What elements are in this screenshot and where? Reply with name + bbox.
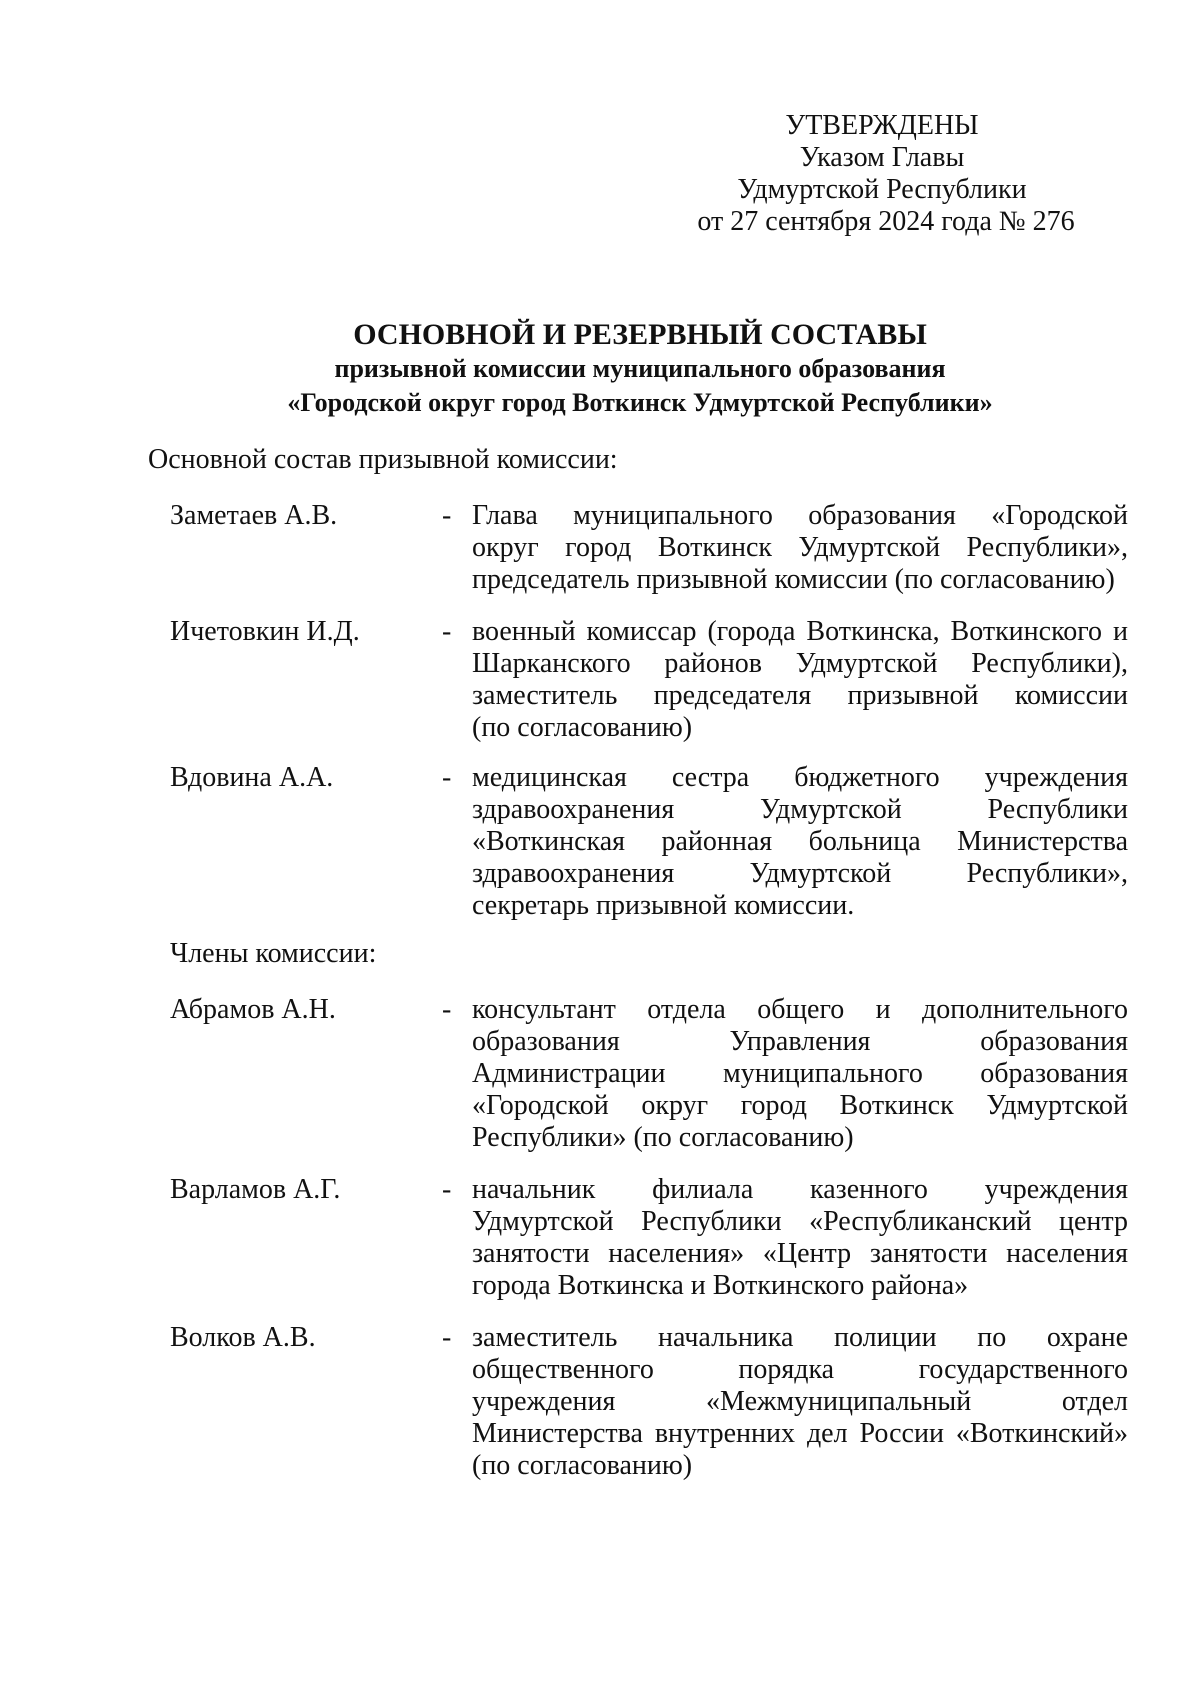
member-entry — [170, 762, 1128, 922]
member-name: Абрамов А.Н. — [170, 994, 336, 1025]
position-line: занятости населения» «Центр занятости населения — [472, 1238, 1128, 1269]
member-name: Вдовина А.А. — [170, 762, 334, 793]
member-position — [472, 762, 1128, 922]
member-entry — [170, 500, 1128, 596]
position-line: Удмуртской Республики «Республиканский центр — [472, 1206, 1128, 1237]
member-dash: - — [442, 762, 452, 793]
approval-line-decree: Указом Главы — [799, 142, 965, 173]
position-line: «Воткинская районная больница Министерства — [472, 826, 1128, 857]
member-position — [472, 994, 1128, 1154]
position-line: (по согласованию) — [472, 1450, 693, 1481]
position-line: заместитель председателя призывной комиссии — [472, 680, 1128, 711]
position-line: Республики» (по согласованию) — [472, 1122, 854, 1153]
member-dash: - — [442, 616, 452, 647]
member-entry — [170, 1174, 1128, 1302]
approval-stamp — [652, 110, 1112, 238]
position-line: города Воткинска и Воткинского района» — [472, 1270, 969, 1301]
member-entry — [170, 1322, 1128, 1482]
title-main: ОСНОВНОЙ И РЕЗЕРВНЫЙ СОСТАВЫ — [353, 318, 927, 351]
member-dash: - — [442, 994, 452, 1025]
member-name: Волков А.В. — [170, 1322, 316, 1353]
position-line: заместитель начальника полиции по охране — [472, 1322, 1128, 1353]
member-position — [472, 1322, 1128, 1482]
member-name: Ичетовкин И.Д. — [170, 616, 360, 647]
approval-line-approved: УТВЕРЖДЕНЫ — [785, 110, 979, 141]
position-line: военный комиссар (города Воткинска, Воткинского и — [472, 616, 1128, 647]
member-dash: - — [442, 1174, 452, 1205]
position-line: Администрации муниципального образования — [472, 1058, 1128, 1089]
main-composition-heading: Основной состав призывной комиссии: — [148, 444, 618, 475]
position-line: Шарканского районов Удмуртской Республики), — [472, 648, 1128, 679]
position-line: здравоохранения Удмуртской Республики — [472, 794, 1128, 825]
members-heading: Члены комиссии: — [170, 938, 377, 969]
member-name: Варламов А.Г. — [170, 1174, 341, 1205]
member-name: Заметаев А.В. — [170, 500, 338, 531]
position-line: (по согласованию) — [472, 712, 693, 743]
position-line: «Городской округ город Воткинск Удмуртской — [472, 1090, 1128, 1121]
position-line: образования Управления образования — [472, 1026, 1128, 1057]
position-line: Министерства внутренних дел России «Воткинский» — [472, 1418, 1128, 1449]
member-entry — [170, 994, 1128, 1154]
position-line: консультант отдела общего и дополнительного — [472, 994, 1128, 1025]
member-position — [472, 1174, 1128, 1302]
position-line: председатель призывной комиссии (по согласованию) — [472, 564, 1115, 595]
position-line: округ город Воткинск Удмуртской Республики», — [472, 532, 1128, 563]
title-sub-1: призывной комиссии муниципального образования — [334, 354, 946, 383]
title-sub-2: «Городской округ город Воткинск Удмуртской Республики» — [287, 388, 993, 417]
position-line: здравоохранения Удмуртской Республики», — [472, 858, 1128, 889]
approval-line-republic: Удмуртской Республики — [737, 174, 1027, 205]
member-position — [472, 500, 1128, 596]
member-dash: - — [442, 500, 452, 531]
member-position — [472, 616, 1128, 744]
position-line: секретарь призывной комиссии. — [472, 890, 855, 921]
position-line: медицинская сестра бюджетного учреждения — [472, 762, 1128, 793]
document-title — [150, 318, 1130, 420]
position-line: общественного порядка государственного — [472, 1354, 1128, 1385]
member-dash: - — [442, 1322, 452, 1353]
position-line: учреждения «Межмуниципальный отдел — [472, 1386, 1128, 1417]
member-entry — [170, 616, 1128, 744]
position-line: начальник филиала казенного учреждения — [472, 1174, 1128, 1205]
approval-line-date: от 27 сентября 2024 года № 276 — [697, 206, 1075, 237]
position-line: Глава муниципального образования «Городской — [472, 500, 1128, 531]
